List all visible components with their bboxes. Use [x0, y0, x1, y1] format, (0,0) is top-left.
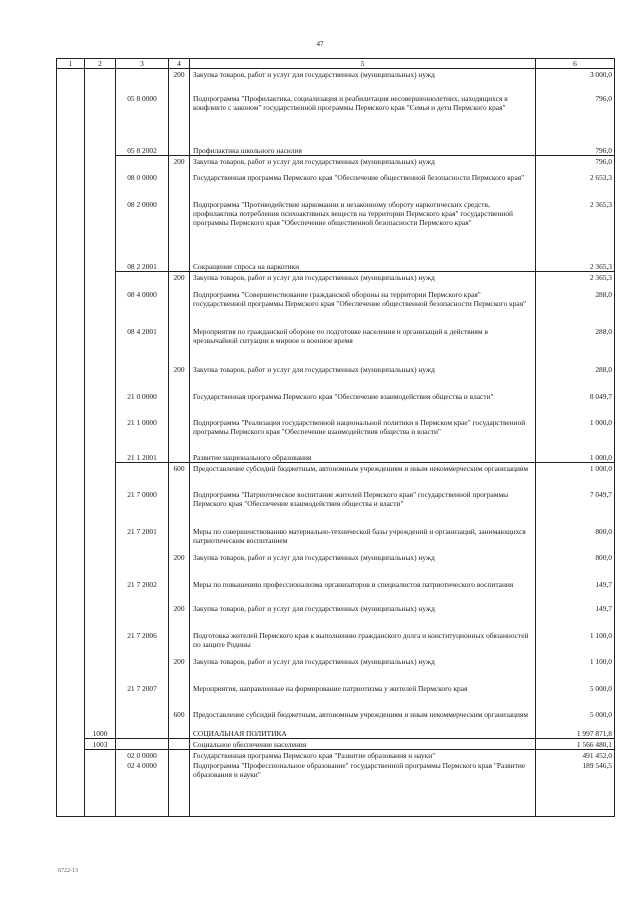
target-item-cell	[116, 69, 169, 93]
expense-type-cell	[169, 728, 190, 739]
subsection-code-cell	[85, 272, 116, 289]
target-item-cell: 08 2 0000	[116, 199, 169, 261]
expense-type-cell	[169, 261, 190, 272]
table-row	[57, 69, 615, 93]
amount-cell: 1 566 480,1	[536, 739, 615, 750]
expense-type-cell: 200	[169, 272, 190, 289]
description-cell: Подпрограмма "Противодействие наркомании и незаконному обороту наркотических средств, профилактика потребления психоактивных веществ на территории Пермского края" государственной программы Пермского края "Обеспечение общественной безопасности Пермского края"	[190, 199, 536, 261]
description-cell: Подпрограмма "Патриотическое воспитание жителей Пермского края" государственной программы Пермского края "Обеспечение взаимодействия общества и власти"	[190, 489, 536, 526]
description-cell: Профилактика школьного насилия	[190, 145, 536, 156]
table-row	[57, 526, 615, 552]
section-code-cell	[57, 155, 85, 172]
table-row	[57, 630, 615, 656]
expense-type-cell	[169, 93, 190, 145]
table-row	[57, 261, 615, 272]
section-code-cell	[57, 452, 85, 463]
expense-type-cell: 200	[169, 656, 190, 683]
description-cell: Мероприятия, направленные на формирование патриотизма у жителей Пермского края	[190, 683, 536, 709]
target-item-cell	[116, 272, 169, 289]
table-row	[57, 489, 615, 526]
subsection-code-cell	[85, 69, 116, 93]
description-cell: СОЦИАЛЬНАЯ ПОЛИТИКА	[190, 728, 536, 739]
subsection-code-cell	[85, 750, 116, 761]
section-code-cell	[57, 579, 85, 603]
description-cell: Сокращение спроса на наркотики	[190, 261, 536, 272]
amount-cell: 2 365,3	[536, 272, 615, 289]
table-row	[57, 155, 615, 172]
target-item-cell: 21 7 2007	[116, 683, 169, 709]
description-cell: Закупка товаров, работ и услуг для государственных (муниципальных) нужд	[190, 656, 536, 683]
amount-cell: 189 546,5	[536, 760, 615, 816]
amount-cell: 149,7	[536, 603, 615, 630]
amount-cell: 1 100,0	[536, 630, 615, 656]
subsection-code-cell	[85, 760, 116, 816]
amount-cell: 2 365,3	[536, 199, 615, 261]
expense-type-cell	[169, 326, 190, 364]
table-row	[57, 289, 615, 326]
subsection-code-cell	[85, 93, 116, 145]
table-row	[57, 417, 615, 452]
section-code-cell	[57, 603, 85, 630]
target-item-cell: 21 1 2001	[116, 452, 169, 463]
amount-cell: 288,0	[536, 326, 615, 364]
table-row	[57, 552, 615, 579]
description-cell: Закупка товаров, работ и услуг для государственных (муниципальных) нужд	[190, 552, 536, 579]
target-item-cell: 21 7 2006	[116, 630, 169, 656]
amount-cell: 800,0	[536, 526, 615, 552]
amount-cell: 1 997 871,8	[536, 728, 615, 739]
table-row	[57, 462, 615, 489]
table-row	[57, 739, 615, 750]
section-code-cell	[57, 93, 85, 145]
table-row	[57, 656, 615, 683]
table-row	[57, 145, 615, 156]
table-row	[57, 326, 615, 364]
expense-type-cell: 600	[169, 709, 190, 728]
amount-cell: 796,0	[536, 155, 615, 172]
description-cell: Развитие национального образования	[190, 452, 536, 463]
expense-type-cell: 200	[169, 69, 190, 93]
column-header: 5	[190, 59, 536, 69]
amount-cell: 5 000,0	[536, 709, 615, 728]
table-row	[57, 93, 615, 145]
expense-type-cell	[169, 760, 190, 816]
amount-cell: 2 365,3	[536, 261, 615, 272]
description-cell: Подпрограмма "Профилактика, социализация и реабилитация несовершеннолетних, находящихся в конфликте с законом" государственной программы Пермского края "Семья и дети Пермского края"	[190, 93, 536, 145]
column-header: 1	[57, 59, 85, 69]
subsection-code-cell	[85, 261, 116, 272]
target-item-cell	[116, 155, 169, 172]
target-item-cell	[116, 739, 169, 750]
expense-type-cell	[169, 145, 190, 156]
section-code-cell	[57, 462, 85, 489]
target-item-cell	[116, 552, 169, 579]
section-code-cell	[57, 683, 85, 709]
amount-cell: 8 049,7	[536, 391, 615, 417]
description-cell: Меры по совершенствованию материально-технической базы учреждений и организаций, занимающихся патриотическим воспитанием	[190, 526, 536, 552]
description-cell: Государственная программа Пермского края "Обеспечение взаимодействия общества и власти"	[190, 391, 536, 417]
description-cell: Предоставление субсидий бюджетным, автономным учреждениям и иным некоммерческим организациям	[190, 709, 536, 728]
target-item-cell	[116, 656, 169, 683]
description-cell: Подпрограмма "Профессиональное образование" государственной программы Пермского края "Развитие образования и науки"	[190, 760, 536, 816]
subsection-code-cell	[85, 579, 116, 603]
section-code-cell	[57, 552, 85, 579]
subsection-code-cell: 1003	[85, 739, 116, 750]
subsection-code-cell	[85, 289, 116, 326]
expense-type-cell	[169, 199, 190, 261]
section-code-cell	[57, 489, 85, 526]
page-number: 47	[316, 40, 324, 48]
amount-cell: 5 000,0	[536, 683, 615, 709]
subsection-code-cell	[85, 656, 116, 683]
description-cell: Закупка товаров, работ и услуг для государственных (муниципальных) нужд	[190, 364, 536, 391]
amount-cell: 1 000,0	[536, 462, 615, 489]
expense-type-cell: 200	[169, 603, 190, 630]
budget-table	[56, 58, 615, 817]
table-row	[57, 199, 615, 261]
section-code-cell	[57, 172, 85, 199]
amount-cell: 149,7	[536, 579, 615, 603]
target-item-cell: 21 7 0000	[116, 489, 169, 526]
expense-type-cell	[169, 489, 190, 526]
subsection-code-cell	[85, 526, 116, 552]
table-row	[57, 272, 615, 289]
section-code-cell	[57, 417, 85, 452]
table-row	[57, 728, 615, 739]
section-code-cell	[57, 289, 85, 326]
target-item-cell	[116, 709, 169, 728]
subsection-code-cell	[85, 603, 116, 630]
subsection-code-cell	[85, 489, 116, 526]
expense-type-cell: 600	[169, 462, 190, 489]
section-code-cell	[57, 709, 85, 728]
table-header-row	[57, 59, 615, 69]
description-cell: Закупка товаров, работ и услуг для государственных (муниципальных) нужд	[190, 603, 536, 630]
amount-cell: 796,0	[536, 145, 615, 156]
section-code-cell	[57, 326, 85, 364]
description-cell: Государственная программа Пермского края "Развитие образования и науки"	[190, 750, 536, 761]
subsection-code-cell	[85, 683, 116, 709]
expense-type-cell	[169, 172, 190, 199]
section-code-cell	[57, 364, 85, 391]
amount-cell: 2 653,3	[536, 172, 615, 199]
target-item-cell: 21 7 2002	[116, 579, 169, 603]
target-item-cell: 02 4 0000	[116, 760, 169, 816]
table-row	[57, 683, 615, 709]
subsection-code-cell	[85, 552, 116, 579]
description-cell: Закупка товаров, работ и услуг для государственных (муниципальных) нужд	[190, 69, 536, 93]
target-item-cell: 05 8 0000	[116, 93, 169, 145]
expense-type-cell	[169, 750, 190, 761]
expense-type-cell	[169, 289, 190, 326]
footer-code: 6722-13	[58, 868, 78, 874]
section-code-cell	[57, 760, 85, 816]
subsection-code-cell: 1000	[85, 728, 116, 739]
section-code-cell	[57, 145, 85, 156]
section-code-cell	[57, 272, 85, 289]
amount-cell: 796,0	[536, 93, 615, 145]
expense-type-cell	[169, 452, 190, 463]
amount-cell: 491 452,0	[536, 750, 615, 761]
expense-type-cell: 200	[169, 155, 190, 172]
target-item-cell: 21 7 2001	[116, 526, 169, 552]
expense-type-cell	[169, 683, 190, 709]
table-row	[57, 579, 615, 603]
section-code-cell	[57, 69, 85, 93]
section-code-cell	[57, 728, 85, 739]
subsection-code-cell	[85, 391, 116, 417]
expense-type-cell: 200	[169, 364, 190, 391]
target-item-cell: 08 4 0000	[116, 289, 169, 326]
section-code-cell	[57, 630, 85, 656]
description-cell: Предоставление субсидий бюджетным, автономным учреждениям и иным некоммерческим организациям	[190, 462, 536, 489]
subsection-code-cell	[85, 145, 116, 156]
section-code-cell	[57, 739, 85, 750]
target-item-cell: 08 0 0000	[116, 172, 169, 199]
section-code-cell	[57, 656, 85, 683]
subsection-code-cell	[85, 364, 116, 391]
target-item-cell	[116, 728, 169, 739]
section-code-cell	[57, 199, 85, 261]
table-row	[57, 172, 615, 199]
subsection-code-cell	[85, 199, 116, 261]
amount-cell: 1 000,0	[536, 452, 615, 463]
target-item-cell: 21 1 0000	[116, 417, 169, 452]
description-cell: Подпрограмма "Совершенствование гражданской обороны на территории Пермского края" государственной программы Пермского края "Обеспечение общественной безопасности Пермского края"	[190, 289, 536, 326]
subsection-code-cell	[85, 417, 116, 452]
section-code-cell	[57, 391, 85, 417]
table-row	[57, 452, 615, 463]
subsection-code-cell	[85, 709, 116, 728]
description-cell: Мероприятия по гражданской обороне по подготовке населения и организаций к действиям в чрезвычайной ситуации в мирное и военное время	[190, 326, 536, 364]
section-code-cell	[57, 526, 85, 552]
target-item-cell: 08 2 2001	[116, 261, 169, 272]
table-row	[57, 760, 615, 816]
target-item-cell	[116, 462, 169, 489]
section-code-cell	[57, 750, 85, 761]
expense-type-cell	[169, 630, 190, 656]
description-cell: Закупка товаров, работ и услуг для государственных (муниципальных) нужд	[190, 272, 536, 289]
amount-cell: 288,0	[536, 289, 615, 326]
description-cell: Государственная программа Пермского края "Обеспечение общественной безопасности Пермского края"	[190, 172, 536, 199]
subsection-code-cell	[85, 172, 116, 199]
subsection-code-cell	[85, 452, 116, 463]
description-cell: Подготовка жителей Пермского края к выполнению гражданского долга и конституционных обязанностей по защите Родины	[190, 630, 536, 656]
expense-type-cell	[169, 579, 190, 603]
description-cell: Подпрограмма "Реализация государственной национальной политики в Пермском крае" государственной программы Пермского края "Обеспечение взаимодействия общества и власти"	[190, 417, 536, 452]
table-row	[57, 709, 615, 728]
amount-cell: 1 100,0	[536, 656, 615, 683]
subsection-code-cell	[85, 326, 116, 364]
expense-type-cell	[169, 417, 190, 452]
column-header: 2	[85, 59, 116, 69]
description-cell: Меры по повышению профессионализма организаторов и специалистов патриотического воспитания	[190, 579, 536, 603]
target-item-cell	[116, 364, 169, 391]
column-header: 3	[116, 59, 169, 69]
target-item-cell: 21 0 0000	[116, 391, 169, 417]
expense-type-cell	[169, 391, 190, 417]
table-row	[57, 391, 615, 417]
amount-cell: 288,0	[536, 364, 615, 391]
expense-type-cell: 200	[169, 552, 190, 579]
column-header: 4	[169, 59, 190, 69]
amount-cell: 1 000,0	[536, 417, 615, 452]
expense-type-cell	[169, 526, 190, 552]
description-cell: Закупка товаров, работ и услуг для государственных (муниципальных) нужд	[190, 155, 536, 172]
table-row	[57, 750, 615, 761]
subsection-code-cell	[85, 630, 116, 656]
amount-cell: 3 000,0	[536, 69, 615, 93]
amount-cell: 7 049,7	[536, 489, 615, 526]
target-item-cell: 02 0 0000	[116, 750, 169, 761]
description-cell: Социальное обеспечение населения	[190, 739, 536, 750]
subsection-code-cell	[85, 155, 116, 172]
subsection-code-cell	[85, 462, 116, 489]
expense-type-cell	[169, 739, 190, 750]
target-item-cell	[116, 603, 169, 630]
table-row	[57, 603, 615, 630]
section-code-cell	[57, 261, 85, 272]
table-row	[57, 364, 615, 391]
target-item-cell: 05 8 2002	[116, 145, 169, 156]
target-item-cell: 08 4 2001	[116, 326, 169, 364]
amount-cell: 800,0	[536, 552, 615, 579]
column-header: 6	[536, 59, 615, 69]
